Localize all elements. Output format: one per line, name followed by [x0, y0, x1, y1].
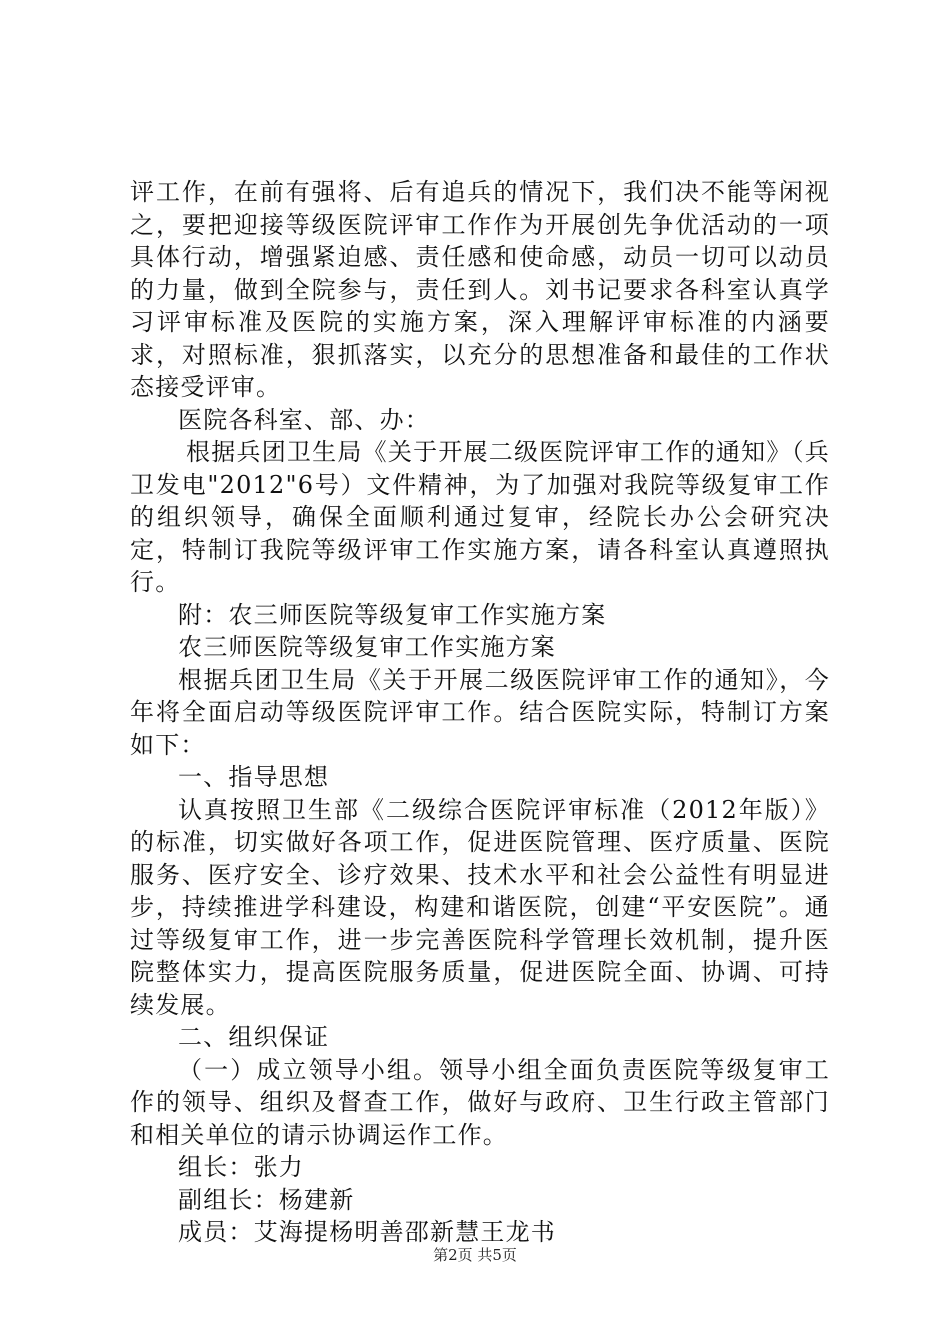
paragraph-attachment: 附：农三师医院等级复审工作实施方案	[178, 600, 607, 629]
paragraph-review-mobilization: 评工作，在前有强将、后有追兵的情况下，我们决不能等闲视之，要把迎接等级医院评审工作作为开展创先争优活动的一项具体行动，增强紧迫感、责任感和使命感，动员一切可以动员的力量，做到全院参与，责任到人。刘书记要求各科室认真学习评审标准及医院的实施方案，深入理解评审标准的内涵要求，对照标准，狠抓落实，以充分的思想准备和最佳的工作状态接受评审。	[130, 178, 830, 401]
paragraph-salutation: 医院各科室、部、办：	[178, 405, 430, 434]
group-leader-line: 组长：张力	[178, 1153, 304, 1181]
page-number-footer: 第2页 共5页	[433, 1246, 517, 1264]
document-body	[130, 176, 830, 1249]
paragraph-plan-intro: 根据兵团卫生局《关于开展二级医院评审工作的通知》，今年将全面启动等级医院评审工作。结合医院实际，特制订方案如下：	[130, 665, 830, 759]
section-heading-guiding-thought: 一、指导思想	[178, 763, 330, 791]
paragraph-guiding-thought: 认真按照卫生部《二级综合医院评审标准（2012年版）》的标准，切实做好各项工作，促进医院管理、医疗质量、医院服务、医疗安全、诊疗效果、技术水平和社会公益性有明显进步，持续推进学科建设，构建和谐医院，创建“平安医院”。通过等级复审工作，进一步完善医院科学管理长效机制，提升医院整体实力，提高医院服务质量，促进医院全面、协调、可持续发展。	[130, 795, 830, 1019]
paragraph-leading-group: （一）成立领导小组。领导小组全面负责医院等级复审工作的领导、组织及督查工作，做好与政府、卫生行政主管部门和相关单位的请示协调运作工作。	[130, 1055, 830, 1149]
plan-title: 农三师医院等级复审工作实施方案	[178, 633, 556, 661]
section-heading-organization: 二、组织保证	[178, 1023, 330, 1051]
deputy-leader-line: 副组长：杨建新	[178, 1185, 355, 1214]
members-line: 成员：艾海提杨明善邵新慧王龙书	[178, 1218, 556, 1246]
paragraph-notice-basis: 根据兵团卫生局《关于开展二级医院评审工作的通知》（兵卫发电"2012"6号）文件精神，为了加强对我院等级复审工作的组织领导，确保全面顺利通过复审，经院长办公会研究决定，特制订我院等级评审工作实施方案，请各科室认真遵照执行。	[130, 438, 830, 596]
